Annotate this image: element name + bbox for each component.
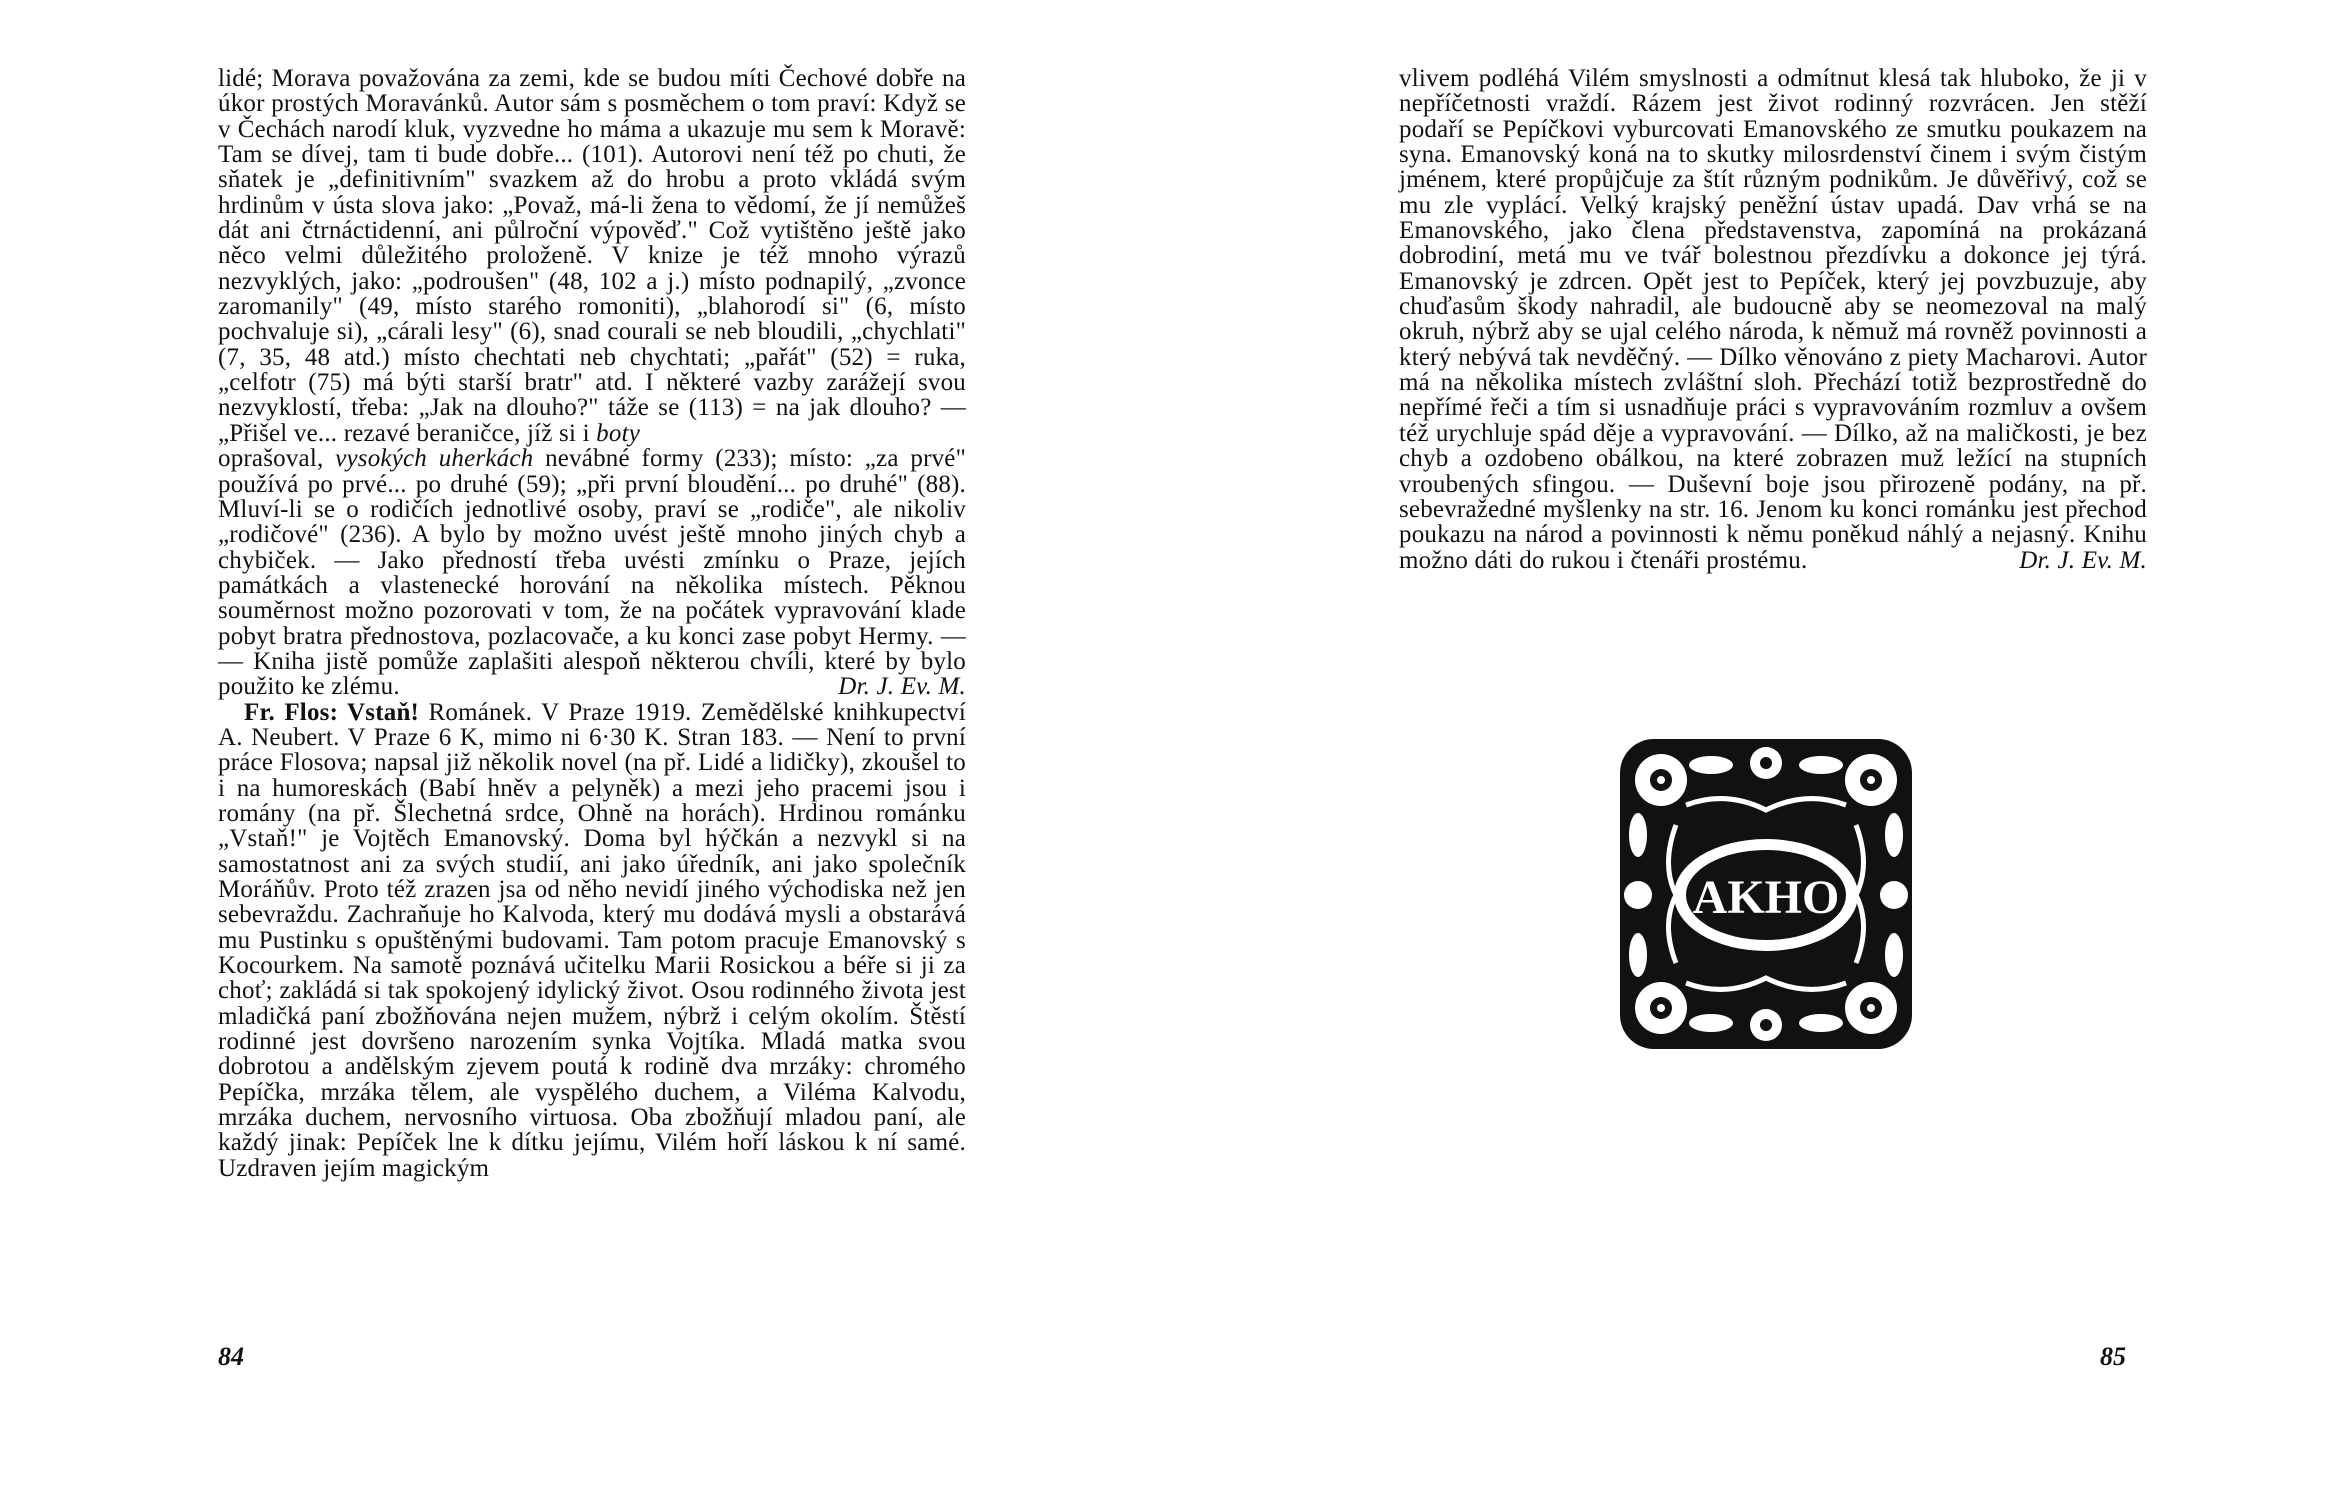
ornamental-vignette-image xyxy=(1616,735,1916,1053)
review-paragraph xyxy=(218,700,966,1182)
review-continuation-paragraph xyxy=(1399,66,2147,573)
right-text-column xyxy=(1399,66,2147,573)
left-text-column xyxy=(218,66,966,1181)
review-text: lidé; Morava považována za zemi, kde se budou míti Čechové dobře na úkor prostých Moravánků. Autor sám s posměchem o tom praví: Když se v Čechách narodí kluk, vyzvedne ho máma a ukazuje mu sem k Moravě: Tam se dívej, tam ti bude dobře... (101). Autorovi není též po chuti, že sňatek je „definitivním" svazkem až do hrobu a proto vkládá svým hrdinům v ústa slova jako: „Považ, má-li žena to vědomí, že jí nemůžeš dát ani čtrnáctidenní, ani půlroční výpověď." Což vytištěno ještě jako něco velmi důležitého proloženě. V knize je též mnoho výrazů nezvyklých, jako: „podroušen" (48, 102 a j.) místo podnapilý, „zvonce zaromanily" (49, místo starého romoniti), „blahorodí si" (6, místo pochvaluje si), „cárali lesy" (6), snad courali se neb bloudili, „chychlati" (7, 35, 48 atd.) místo chechtati neb chychtati; „pařát" (52) = ruka, „celfotr (75) má býti starší bratr" atd. I některé vazby zarážejí svou nezvyklostí, třeba: „Jak na dlouho?" táže se (113) = na jak dlouho? — „Přišel ve... rezavé beraničce, jíž si i xyxy=(218,65,966,447)
review-heading: Fr. Flos: Vstaň! xyxy=(244,698,420,726)
right-page xyxy=(1173,0,2346,1500)
review-text: vlivem podléhá Vilém smyslnosti a odmítnut klesá tak hluboko, že ji v nepříčetnosti vraždí. Rázem jest život rodinný rozvrácen. Jen stěží podaří se Pepíčkovi vyburcovati Emanovského ze smutku poukazem na syna. Emanovský koná na to skutky milosrdenství činem i svým čistým jménem, které propůjčuje za štít různým podnikům. Je důvěřivý, což se mu zle vyplácí. Velký krajský peněžní ústav upadá. Dav vrhá se na Emanovského, jako člena představenstva, zapomíná na prokázaná dobrodiní, metá mu ve tvář bolestnou přezdívku a dokonce jej týrá. Emanovský je zdrcen. Opět jest to Pepíček, který jej povzbuzuje, aby chuďasům škody nahradil, ale budoucně aby se neomezoval na malý okruh, nýbrž aby se ujal celého národa, k němuž má rovněž povinnosti a který nebývá tak nevděčný. — Dílko věnováno z piety Macharovi. Autor má na několika místech zvláštní sloh. Přechází totiž bezprostředně do nepřímé řeči a tím si usnadňuje práci s vypravováním rozmluv a ovšem též urychluje spád děje a vypravování. — Dílko, až na maličkosti, je bez chyb a ozdobeno obálkou, na které zobrazen muž ležící na stupních vroubených sfingou. — Duševní boje jsou přirozeně podány, na př. sebevražedné myšlenky na str. 16. Jenom ku konci románku jest přechod poukazu na národ a povinnosti k němu poněkud náhlý a nejasný. Knihu možno dáti do rukou i čtenáři prostému. xyxy=(1399,65,2147,574)
vignette-monogram: AKHO xyxy=(1692,871,1840,924)
italic-phrase: vysokých uherkách xyxy=(335,445,534,473)
review-signature: Dr. J. Ev. M. xyxy=(838,673,966,701)
review-text: oprašoval, xyxy=(218,445,324,473)
page-number: 84 xyxy=(218,1342,244,1371)
review-text: Románek. V Praze 1919. Zemědělské knihkupectví A. Neubert. V Praze 6 K, mimo ni 6·30 K. Stran 183. — Není to první práce Flosova; napsal již několik novel (na př. Lidé a lidičky), zkoušel to i na humoreskách (Babí hněv a pelyněk) a mezi jeho pracemi jsou i romány (na př. Šlechetná srdce, Ohně na horách). Hrdinou románku „Vstaň!" je Vojtěch Emanovský. Doma byl hýčkán a nezvykl si na samostatnost ani za svých studií, ani jako úředník, ani jako společník Moráňův. Proto též zrazen jsa od něho nevidí jiného východiska než jen sebevraždu. Zachraňuje ho Kalvoda, který mu dodává mysli a obstarává mu Pustinku s opuštěnými budovami. Tam potom pracuje Emanovský s Kocourkem. Na samotě poznává učitelku Marii Rosickou a béře si ji za choť; zakládá si tak spokojený idylický život. Osou rodinného života jest mladičká paní zbožňována nejen mužem, nýbrž i celým okolím. Štěstí rodinné jest dovršeno narozením synka Vojtíka. Mladá matka svou dobrotou a andělským zjevem poutá k rodině dva mrzáky: chromého Pepíčka, mrzáka tělem, ale vyspělého duchem, a Viléma Kalvodu, mrzáka duchem, nervosního virtuosa. Oba zbožňují mladou paní, ale každý jinak: Pepíček lne k dítku jejímu, Vilém hoří láskou k ní samé. Uzdraven jejím magickým xyxy=(218,698,966,1182)
italic-phrase: boty xyxy=(596,419,641,447)
review-continuation-paragraph xyxy=(218,66,966,700)
review-text: nevábné formy (233); místo: „za prvé" používá po prvé... po druhé (59); „při první bloudění... po druhé" (88). Mluví-li se o rodičích jednotlivé osoby, praví se „rodiče", ale nikoliv „rodičové" (236). A bylo by možno uvést ještě mnoho jiných chyb a chybiček. — Jako předností třeba uvésti zmínku o Praze, jejích památkách a vlastenecké horování na několika místech. Pěknou souměrnost možno pozorovati v tom, že na počátek vypravování klade pobyt bratra přednostova, pozlacovače, a ku konci zase pobyt Hermy. — — Kniha jistě pomůže zaplašiti alespoň některou chvíli, které by bylo použito ke zlému. xyxy=(218,445,967,701)
page-number: 85 xyxy=(2100,1342,2126,1371)
review-signature: Dr. J. Ev. M. xyxy=(2019,546,2147,574)
